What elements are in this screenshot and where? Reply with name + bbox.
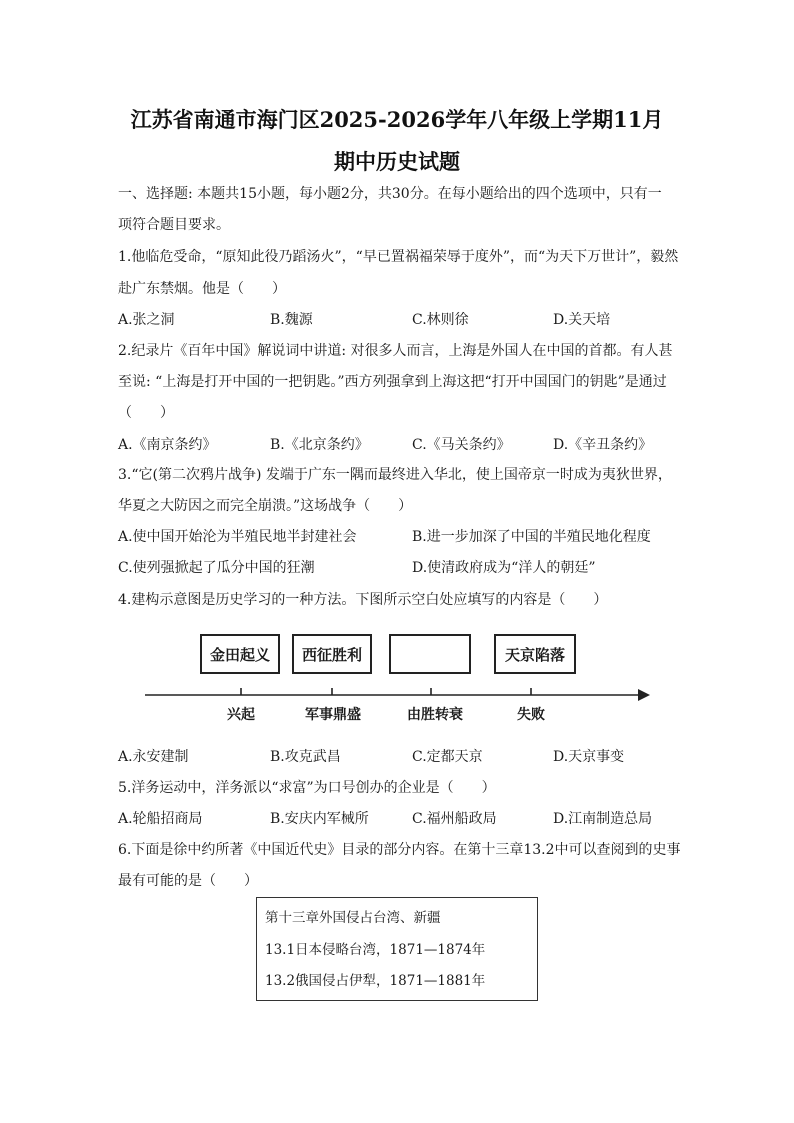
exam-title-line1: 江苏省南通市海门区2025-2026学年八年级上学期11月	[130, 107, 664, 132]
diagram-box-xizheng: 西征胜利	[292, 634, 372, 674]
q2-option-c: C.《马关条约》	[412, 437, 511, 453]
q1-stem-line1: 1.他临危受命，“原知此役乃蹈汤火”，“早已置祸福荣辱于度外”，而“为天下万世计”，毅然	[118, 249, 679, 265]
diagram-box-jintian: 金田起义	[200, 634, 280, 674]
q4-option-a: A.永安建制	[118, 749, 189, 765]
q5-option-d: D.江南制造总局	[553, 811, 653, 827]
q4-option-b: B.攻克武昌	[270, 749, 341, 765]
q1-option-d: D.关天培	[553, 312, 611, 328]
q3-option-c: C.使列强掀起了瓜分中国的狂潮	[118, 560, 315, 576]
q2-stem-line1: 2.纪录片《百年中国》解说词中讲道: 对很多人而言，上海是外国人在中国的首都。有人甚	[118, 343, 673, 359]
q1-option-b: B.魏源	[270, 312, 313, 328]
q1-stem-line2: 赴广东禁烟。他是（ ）	[118, 281, 286, 297]
taiping-timeline-diagram	[140, 628, 660, 728]
q1-option-a: A.张之洞	[118, 312, 175, 328]
toc-section-13-1: 13.1日本侵略台湾，1871—1874年	[265, 942, 486, 958]
q5-option-b: B.安庆内军械所	[270, 811, 369, 827]
diagram-label-rise: 兴起	[227, 707, 255, 723]
q2-stem-line2: 至说: “上海是打开中国的一把钥匙。”西方列强拿到上海这把“打开中国国门的钥匙”是通过	[118, 374, 667, 390]
q6-stem-line2: 最有可能的是（ ）	[118, 873, 258, 889]
q3-option-d: D.使清政府成为“洋人的朝廷”	[412, 560, 596, 576]
diagram-label-decline: 由胜转衰	[407, 707, 463, 723]
toc-section-13-2: 13.2俄国侵占伊犁，1871—1881年	[265, 973, 486, 989]
q4-option-c: C.定都天京	[412, 749, 483, 765]
q2-stem-line3: （ ）	[118, 405, 174, 421]
toc-chapter-title: 第十三章外国侵占台湾、新疆	[265, 910, 441, 926]
q5-option-c: C.福州船政局	[412, 811, 497, 827]
q6-stem-line1: 6.下面是徐中约所著《中国近代史》目录的部分内容。在第十三章13.2中可以查阅到的史事	[118, 842, 681, 858]
diagram-box-tianjing: 天京陷落	[494, 634, 576, 674]
exam-title-line2: 期中历史试题	[334, 149, 460, 174]
q5-stem-line1: 5.洋务运动中，洋务派以“求富”为口号创办的企业是（ ）	[118, 780, 496, 796]
q5-option-a: A.轮船招商局	[118, 811, 203, 827]
q2-option-a: A.《南京条约》	[118, 437, 217, 453]
timeline-axis	[140, 628, 660, 728]
q3-option-a: A.使中国开始沦为半殖民地半封建社会	[118, 529, 357, 545]
section-instructions-line2: 项符合题目要求。	[118, 217, 230, 233]
diagram-label-peak: 军事鼎盛	[305, 707, 361, 723]
diagram-label-failure: 失败	[517, 707, 545, 723]
q2-option-b: B.《北京条约》	[270, 437, 369, 453]
q1-option-c: C.林则徐	[412, 312, 469, 328]
q3-stem-line1: 3.“它(第二次鸦片战争) 发端于广东一隅而最终进入华北，使上国帝京一时成为夷狄世界，	[118, 467, 672, 483]
section-instructions-line1: 一、选择题: 本题共15小题，每小题2分，共30分。在每小题给出的四个选项中，只有一	[118, 186, 662, 202]
q4-stem-line1: 4.建构示意图是历史学习的一种方法。下图所示空白处应填写的内容是（ ）	[118, 592, 608, 608]
timeline-arrow-head	[638, 689, 650, 701]
q3-stem-line2: 华夏之大防因之而完全崩溃。”这场战争（ ）	[118, 498, 413, 514]
q2-option-d: D.《辛丑条约》	[553, 437, 653, 453]
q3-option-b: B.进一步加深了中国的半殖民地化程度	[412, 529, 651, 545]
table-of-contents-box	[256, 897, 538, 1001]
q4-option-d: D.天京事变	[553, 749, 625, 765]
